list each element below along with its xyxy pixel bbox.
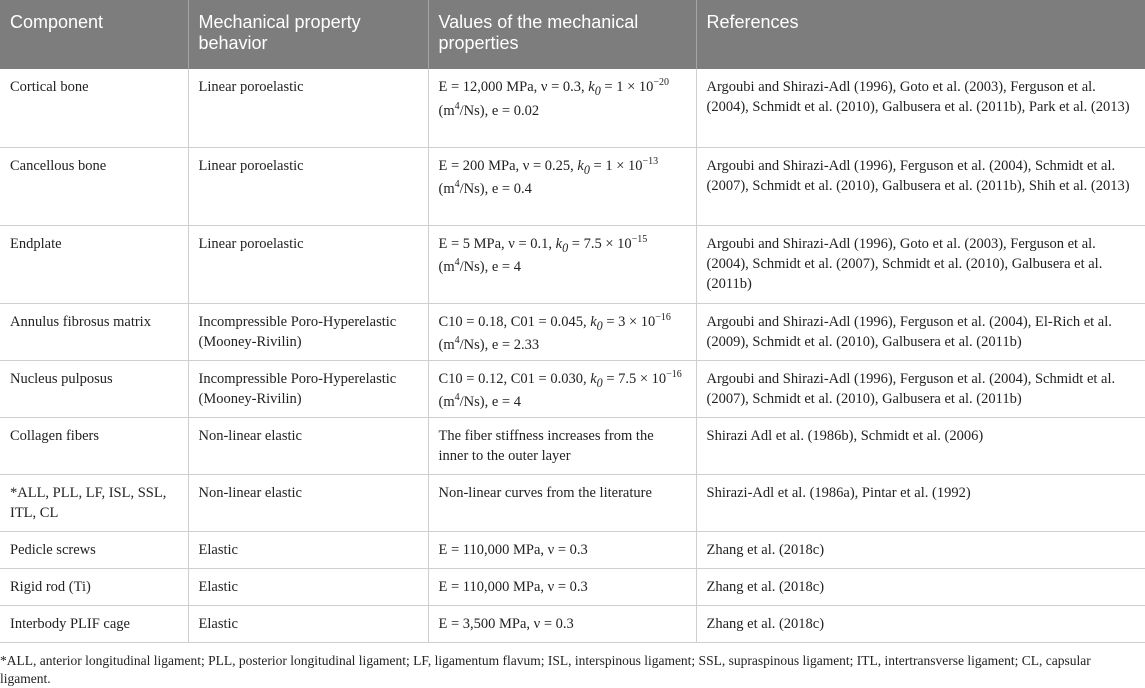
table-row	[0, 303, 1145, 360]
cell-component: Rigid rod (Ti)	[0, 568, 188, 605]
cell-behavior: Elastic	[188, 531, 428, 568]
cell-behavior: Incompressible Poro-Hyperelastic (Mooney-Rivilin)	[188, 360, 428, 417]
table-row	[0, 417, 1145, 474]
cell-references: Shirazi-Adl et al. (1986a), Pintar et al. (1992)	[696, 474, 1145, 531]
cell-references: Argoubi and Shirazi-Adl (1996), Ferguson et al. (2004), Schmidt et al. (2007), Schmidt et al. (2010), Galbusera et al. (2011b), Shih et al. (2013)	[696, 147, 1145, 225]
cell-references: Shirazi Adl et al. (1986b), Schmidt et al. (2006)	[696, 417, 1145, 474]
cell-component: Annulus fibrosus matrix	[0, 303, 188, 360]
cell-values: E = 200 MPa, ν = 0.25, $k_0 = 1 \times 10^{-13}$ $(m^4/Ns)$, e = 0.4	[428, 147, 696, 225]
cell-behavior: Elastic	[188, 568, 428, 605]
cell-component: Interbody PLIF cage	[0, 605, 188, 642]
cell-values: E = 110,000 MPa, ν = 0.3	[428, 531, 696, 568]
cell-behavior: Linear poroelastic	[188, 69, 428, 147]
cell-references: Argoubi and Shirazi-Adl (1996), Goto et al. (2003), Ferguson et al. (2004), Schmidt et al. (2007), Schmidt et al. (2010), Galbusera et al. (2011b)	[696, 225, 1145, 303]
table-row	[0, 474, 1145, 531]
cell-values: The fiber stiffness increases from the inner to the outer layer	[428, 417, 696, 474]
cell-behavior: Linear poroelastic	[188, 147, 428, 225]
cell-component: *ALL, PLL, LF, ISL, SSL, ITL, CL	[0, 474, 188, 531]
cell-values: E = 12,000 MPa, ν = 0.3, $k_0 = 1 \times 10^{-20}$ $(m^4/Ns)$, e = 0.02	[428, 69, 696, 147]
cell-values: E = 5 MPa, ν = 0.1, $k_0 = 7.5 \times 10^{-15}$ $(m^4/Ns)$, e = 4	[428, 225, 696, 303]
table-row	[0, 568, 1145, 605]
table-row	[0, 531, 1145, 568]
cell-values: C10 = 0.12, C01 = 0.030, $k_0 = 7.5 \times 10^{-16}$ $(m^4/Ns)$, e = 4	[428, 360, 696, 417]
cell-behavior: Elastic	[188, 605, 428, 642]
header-row	[0, 0, 1145, 69]
cell-component: Endplate	[0, 225, 188, 303]
header-references: References	[696, 0, 1145, 69]
cell-behavior: Non-linear elastic	[188, 417, 428, 474]
table-row	[0, 225, 1145, 303]
cell-references: Argoubi and Shirazi-Adl (1996), Ferguson et al. (2004), Schmidt et al. (2007), Schmidt et al. (2010), Galbusera et al. (2011b)	[696, 360, 1145, 417]
cell-behavior: Non-linear elastic	[188, 474, 428, 531]
table-row	[0, 605, 1145, 642]
cell-component: Collagen fibers	[0, 417, 188, 474]
cell-behavior: Linear poroelastic	[188, 225, 428, 303]
table-row	[0, 69, 1145, 147]
cell-component: Cortical bone	[0, 69, 188, 147]
header-component: Component	[10, 12, 104, 32]
header-values: Values of the mechanical properties	[428, 0, 696, 69]
cell-references: Argoubi and Shirazi-Adl (1996), Ferguson et al. (2004), El-Rich et al. (2009), Schmidt et al. (2010), Galbusera et al. (2011b)	[696, 303, 1145, 360]
cell-values: Non-linear curves from the literature	[428, 474, 696, 531]
cell-values: E = 110,000 MPa, ν = 0.3	[428, 568, 696, 605]
header-behavior: Mechanical property behavior	[188, 0, 428, 69]
cell-values: C10 = 0.18, C01 = 0.045, $k_0 = 3 \times 10^{-16}$ $(m^4/Ns)$, e = 2.33	[428, 303, 696, 360]
cell-references: Argoubi and Shirazi-Adl (1996), Goto et al. (2003), Ferguson et al. (2004), Schmidt et al. (2010), Galbusera et al. (2011b), Park et al. (2013)	[696, 69, 1145, 147]
cell-references: Zhang et al. (2018c)	[696, 531, 1145, 568]
cell-references: Zhang et al. (2018c)	[696, 568, 1145, 605]
cell-component: Nucleus pulposus	[0, 360, 188, 417]
table-footnote: *ALL, anterior longitudinal ligament; PLL, posterior longitudinal ligament; LF, ligamentum flavum; ISL, interspinous ligament; SSL, supraspinous ligament; ITL, intertransverse ligament; CL, capsular ligament.	[0, 653, 1091, 686]
table-row	[0, 360, 1145, 417]
cell-component: Cancellous bone	[0, 147, 188, 225]
cell-references: Zhang et al. (2018c)	[696, 605, 1145, 642]
cell-values: E = 3,500 MPa, ν = 0.3	[428, 605, 696, 642]
cell-behavior: Incompressible Poro-Hyperelastic (Mooney-Rivilin)	[188, 303, 428, 360]
table-row	[0, 147, 1145, 225]
cell-component: Pedicle screws	[0, 531, 188, 568]
